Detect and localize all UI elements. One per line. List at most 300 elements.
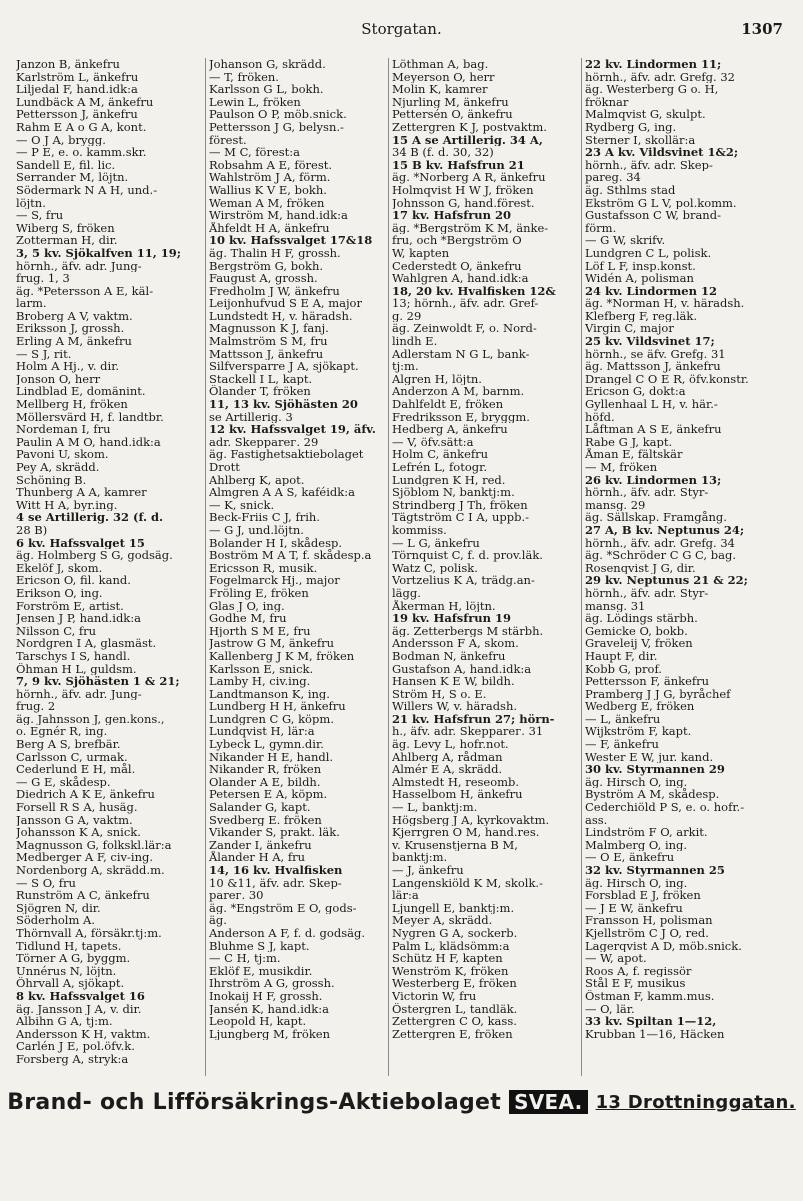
directory-entry: Andersson K H, vaktm. <box>16 1027 151 1041</box>
directory-entry: Gyllenhaal L H, v. här.- <box>585 398 718 411</box>
directory-entry: 19 kv. Hafsfrun 19 <box>392 612 511 625</box>
directory-entry: Fransson H, polisman <box>585 914 713 927</box>
directory-entry: Paulson O P, möb.snick. <box>209 108 347 121</box>
directory-entry: Forsberg A, stryk:a <box>16 1052 129 1066</box>
directory-entry: Eriksson J, grossh. <box>16 322 125 336</box>
directory-entry: äg. Holmberg S G, godsäg. <box>16 549 173 562</box>
directory-entry: Wahlström J A, förm. <box>209 171 331 184</box>
footer-company-highlight: SVEA. <box>509 1090 588 1114</box>
directory-entry: 3, 5 kv. Sjökalfven 11, 19; <box>16 246 182 260</box>
directory-entry: — G E, skådesp. <box>16 775 111 789</box>
directory-entry: Lundgren C G, köpm. <box>209 712 334 726</box>
directory-entry: Holmqvist H W J, fröken <box>392 183 534 197</box>
directory-entry: o. Egnér R, ing. <box>16 725 108 739</box>
directory-entry: Pettersson J, änkefru <box>16 108 138 121</box>
directory-entry: Magnusson K J, fanj. <box>209 322 329 336</box>
directory-entry: Ericson O, fil. kand. <box>16 574 131 587</box>
directory-entry: hörnh., äfv. adr. Styr- <box>585 486 709 499</box>
directory-entry: Serrander M, löjtn. <box>16 171 129 184</box>
directory-entry: äg. *Petersson A E, käl- <box>16 284 154 298</box>
directory-entry: Pettersén O, änkefru <box>392 108 513 121</box>
directory-entry: Beck-Friis C J, frih. <box>209 511 320 524</box>
directory-entry: Klefberg F, reg.läk. <box>585 309 697 323</box>
directory-entry: Paulin A M O, hand.idk:a <box>16 435 161 449</box>
directory-entry: hörnh., äfv. adr. Skep- <box>585 158 713 172</box>
directory-entry: 34 B (f. d. 30, 32) <box>392 146 494 159</box>
directory-entry: Carlsson C, urmak. <box>16 750 128 764</box>
directory-entry: 10 &11, äfv. adr. Skep- <box>209 876 342 890</box>
directory-entry: äg. Hirsch O, ing. <box>585 876 688 890</box>
directory-entry: g. 29 <box>392 309 422 323</box>
directory-entry: Faugust A, grossh. <box>209 272 318 285</box>
directory-entry: Sjögren N, dir. <box>16 901 101 915</box>
directory-entry: Cederstedt O, änkefru <box>392 259 522 273</box>
directory-entry: Silfversparre J A, sjökapt. <box>209 360 359 373</box>
directory-entry: 27 A, B kv. Neptunus 24; <box>585 523 745 537</box>
directory-entry: äg. Sällskap. Framgång. <box>585 511 727 524</box>
directory-entry: Robsahm A E, förest. <box>209 158 332 172</box>
directory-entry: Östergren L, tandläk. <box>392 1002 518 1016</box>
directory-entry: Byström A M, skådesp. <box>585 788 720 802</box>
directory-entry: Wedberg E, fröken <box>585 700 695 713</box>
directory-entry: Tarschys I S, handl. <box>16 649 131 663</box>
directory-entry: Låftman A S E, änkefru <box>585 423 722 436</box>
directory-entry: Östman F, kamm.mus. <box>585 989 715 1003</box>
directory-entry: Lundgren K H, red. <box>392 473 506 487</box>
directory-entry: 12 kv. Hafssvalget 19, äfv. <box>209 423 376 436</box>
directory-entry: Nikander H E, handl. <box>209 750 334 764</box>
directory-entry: — L G, änkefru <box>392 536 480 550</box>
directory-entry: Åkerman H, löjtn. <box>392 599 496 613</box>
footer-address: 13 Drottninggatan. <box>595 1091 796 1113</box>
directory-entry: Lundberg H H, änkefru <box>209 700 346 713</box>
directory-entry: Forström E, artist. <box>16 599 124 613</box>
directory-entry: Godhe M, fru <box>209 612 287 625</box>
directory-entry: 26 kv. Lindormen 13; <box>585 473 722 487</box>
directory-entry: äg. Jansson J A, v. dir. <box>16 1002 142 1016</box>
directory-entry: Malmqvist G, skulpt. <box>585 108 706 121</box>
directory-entry: Nikander R, fröken <box>209 763 322 776</box>
directory-entry: — S O, fru <box>16 876 76 890</box>
directory-entry: äg. *Engström E O, gods- <box>209 901 357 915</box>
directory-entry: 15 A se Artillerig. 34 A, <box>392 133 543 147</box>
directory-entry: Ericson G, dokt:a <box>585 385 686 399</box>
directory-entry: Åman E, fältskär <box>585 448 683 461</box>
directory-entry: 8 kv. Hafssvalget 16 <box>16 989 145 1003</box>
directory-entry: — M C, förest:a <box>209 146 301 159</box>
directory-entry: Wiberg S, fröken <box>16 221 115 235</box>
directory-entry: 15 B kv. Hafsfrun 21 <box>392 158 525 172</box>
directory-entry: förest. <box>209 133 247 147</box>
directory-entry: v. Krusenstjerna B M, <box>392 838 518 852</box>
directory-entry: äg. Levy L, hofr.not. <box>392 738 509 751</box>
directory-entry: Thörnvall A, försäkr.tj:m. <box>16 926 162 940</box>
directory-entry: Forsell R S A, husäg. <box>16 801 138 814</box>
directory-entry: Stackell I L, kapt. <box>209 372 313 386</box>
directory-entry: Jansson G A, vaktm. <box>16 813 133 827</box>
directory-entry: Meyer A, skrädd. <box>392 914 493 927</box>
directory-entry: Medberger A F, civ-ing. <box>16 851 153 864</box>
directory-entry: Petersen E A, köpm. <box>209 788 328 802</box>
directory-entry: Anderson A F, f. d. godsäg. <box>209 926 365 940</box>
directory-entry: — G W, skrifv. <box>585 234 666 247</box>
directory-entry: Forsblad E J, fröken <box>585 889 701 902</box>
directory-entry: Witt H A, byr.ing. <box>16 498 118 512</box>
directory-entry: Virgin C, major <box>585 322 674 336</box>
directory-entry: — J, änkefru <box>392 864 464 877</box>
directory-entry: 14, 16 kv. Hvalfisken <box>209 864 343 877</box>
directory-entry: äg. <box>209 914 227 927</box>
directory-entry: Unnérus N, löjtn. <box>16 964 117 978</box>
directory-entry: Södermark N A H, und.- <box>16 183 158 197</box>
directory-entry: Almér E A, skrädd. <box>392 763 503 776</box>
directory-entry: 10 kv. Hafssvalget 17&18 <box>209 234 373 247</box>
directory-entry: W, kapten <box>392 246 450 260</box>
directory-entry: Malmström S M, fru <box>209 335 328 348</box>
directory-entry: Lewin L, fröken <box>209 95 301 109</box>
directory-entry: Victorin W, fru <box>392 989 477 1003</box>
directory-entry: banktj:m. <box>392 851 448 864</box>
directory-entry: Johnsson G, hand.förest. <box>392 196 535 210</box>
directory-entry: Langenskiöld K M, skolk.- <box>392 876 543 890</box>
directory-entry: — V, öfv.sätt:a <box>392 435 474 449</box>
directory-entry: Törnquist C, f. d. prov.läk. <box>392 549 543 562</box>
directory-entry: Olander A E, bildh. <box>209 775 321 789</box>
directory-entry: Almgren A A S, kaféidk:a <box>209 486 355 499</box>
directory-entry: — F, änkefru <box>585 738 659 751</box>
footer-company: Brand- och Lifförsäkrings-Aktiebolaget <box>7 1089 502 1115</box>
directory-entry: Ölander T, fröken <box>209 385 311 399</box>
directory-entry: Krubban 1—16, Häcken <box>585 1027 725 1041</box>
directory-entry: 32 kv. Styrmannen 25 <box>585 864 725 877</box>
directory-entry: äg. Lödings stärbh. <box>585 612 698 625</box>
directory-entry: Rabe G J, kapt. <box>585 435 673 449</box>
directory-entry: 4 se Artillerig. 32 (f. d. <box>16 511 164 524</box>
directory-entry: hörnh., se äfv. Grefg. 31 <box>585 347 726 361</box>
directory-entry: Wirström M, hand.idk:a <box>209 209 348 222</box>
directory-entry: äg. *Schröder C G C, bag. <box>585 549 736 562</box>
directory-columns <box>16 58 788 1076</box>
directory-entry: Bergström G, bokh. <box>209 259 324 273</box>
directory-entry: — W, apot. <box>585 952 647 965</box>
directory-entry: 11, 13 kv. Sjöhästen 20 <box>209 398 358 411</box>
directory-entry: Landtmanson K, ing. <box>209 687 330 701</box>
directory-entry: 24 kv. Lindormen 12 <box>585 284 717 298</box>
directory-entry: Svedberg E. fröken <box>209 813 322 827</box>
directory-entry: äg. Fastighetsaktiebolaget <box>209 448 364 461</box>
directory-entry: Tidlund H, tapets. <box>16 939 122 953</box>
directory-entry: 33 kv. Spiltan 1—12, <box>585 1015 717 1028</box>
directory-entry: förm. <box>585 221 617 235</box>
directory-entry: Karlsson E, snick. <box>209 662 314 676</box>
directory-entry: Nilsson C, fru <box>16 624 97 638</box>
directory-entry: Lundqvist H, lär:a <box>209 725 315 739</box>
directory-entry: Eklöf E, musikdir. <box>209 964 313 978</box>
directory-entry: Sjöblom N, banktj:m. <box>392 486 515 499</box>
directory-entry: lindh E. <box>392 335 438 348</box>
directory-entry: Molin K, kamrer <box>392 83 488 96</box>
directory-entry: Berg A S, brefbär. <box>16 738 121 751</box>
directory-entry: 28 B) <box>16 523 48 537</box>
directory-entry: kommiss. <box>392 523 447 537</box>
directory-entry: Zettergren E, fröken <box>392 1027 513 1041</box>
page-header <box>0 20 803 46</box>
directory-entry: Ström H, S o. E. <box>392 687 487 701</box>
directory-entry: Stål E F, musikus <box>585 977 686 990</box>
street-title: Storgatan. <box>361 20 442 38</box>
directory-entry: hörnh., äfv. adr. Jung- <box>16 687 142 701</box>
directory-entry: äg. Sthlms stad <box>585 183 676 197</box>
directory-entry: Lagerqvist A D, möb.snick. <box>585 939 742 953</box>
directory-entry: Jansén K, hand.idk:a <box>209 1002 329 1016</box>
directory-entry: äg. Jahnsson J, gen.kons., <box>16 712 165 726</box>
directory-entry: Rydberg G, ing. <box>585 120 677 134</box>
directory-entry: — O J A, brygg. <box>16 133 106 147</box>
directory-entry: Algren H, löjtn. <box>392 372 482 386</box>
directory-entry: Lindblad E, domänint. <box>16 385 146 399</box>
directory-entry: Meyerson O, herr <box>392 70 495 84</box>
directory-entry: Vortzelius K A, trädg.an- <box>392 574 535 587</box>
directory-entry: — O, lär. <box>585 1002 635 1016</box>
directory-entry: Lefrén L, fotogr. <box>392 461 487 474</box>
directory-entry: Kobb G, prof. <box>585 662 662 676</box>
directory-entry: Ihrström A G, grossh. <box>209 977 335 990</box>
directory-entry: — S, fru <box>16 209 64 222</box>
directory-entry: Pramberg J J G, byråchef <box>585 687 731 701</box>
directory-entry: Gustafsson C W, brand- <box>585 209 721 222</box>
directory-entry: hörnh., äfv. adr. Grefg. 32 <box>585 70 735 84</box>
directory-entry: Wester E W, jur. kand. <box>585 750 714 764</box>
directory-entry: Hasselbom H, änkefru <box>392 788 523 802</box>
directory-entry: frug. 1, 3 <box>16 272 70 285</box>
directory-entry: — J E W, änkefru <box>585 901 683 915</box>
directory-entry: Zettergren C O, kass. <box>392 1015 517 1028</box>
directory-entry: Ahlberg K, apot. <box>209 473 305 487</box>
directory-entry: lär:a <box>392 889 419 902</box>
directory-entry: Tägtström C I A, uppb.- <box>392 511 529 524</box>
directory-entry: 23 A kv. Vildsvinet 1&2; <box>585 146 739 159</box>
directory-entry: Boström M A T, f. skådesp.a <box>209 549 372 562</box>
directory-entry: adr. Skepparег. 29 <box>209 435 319 449</box>
directory-entry: Fogelmarck Hj., major <box>209 574 340 587</box>
directory-entry: Gemicke O, bokb. <box>585 624 688 638</box>
directory-entry: Inokaij H F, grossh. <box>209 989 323 1003</box>
directory-entry: 18, 20 kv. Hvalfisken 12& <box>392 284 556 298</box>
directory-entry: Karlström L, änkefru <box>16 70 139 84</box>
directory-entry: Bolander H I, skådesp. <box>209 536 342 550</box>
directory-entry: — M, fröken <box>585 461 658 474</box>
directory-entry: — S J, rit. <box>16 347 72 361</box>
directory-entry: äg. Mattsson J, änkefru <box>585 360 721 373</box>
directory-entry: 17 kv. Hafsfrun 20 <box>392 209 511 222</box>
directory-entry: fru, och *Bergström O <box>392 234 522 247</box>
directory-entry: äg. Zeinwoldt F, o. Nord- <box>392 322 537 336</box>
directory-entry: Ericsson R, musik. <box>209 561 318 575</box>
directory-entry: 30 kv. Styrmannen 29 <box>585 763 725 776</box>
column-4 <box>581 58 788 1076</box>
directory-entry: Pey A, skrädd. <box>16 461 100 474</box>
directory-entry: äg. *Norman H, v. häradsh. <box>585 297 745 310</box>
directory-entry: Rosenqvist J G, dir. <box>585 561 696 575</box>
directory-entry: Widén A, polisman <box>585 272 694 285</box>
directory-entry: Runström A C, änkefru <box>16 889 150 902</box>
directory-entry: Erling A M, änkefru <box>16 335 132 348</box>
directory-entry: äg. Thalin H F, grossh. <box>209 246 341 260</box>
directory-entry: Mellberg H, fröken <box>16 398 128 411</box>
directory-entry: — L, banktj:m. <box>392 801 478 814</box>
directory-entry: Almstedt H, reseomb. <box>392 775 520 789</box>
directory-entry: Liljedal F, hand.idk:a <box>16 83 138 96</box>
directory-entry: äg. Westerberg G o. H, <box>585 83 719 96</box>
directory-entry: Leopold H, kapt. <box>209 1015 307 1028</box>
directory-entry: Ekelöf J, skom. <box>16 561 103 575</box>
directory-entry: Lamby H, civ.ing. <box>209 675 311 688</box>
directory-entry: Pavoni U, skom. <box>16 448 109 461</box>
directory-entry: Jastrow G M, änkefru <box>209 637 335 650</box>
page-number: 1307 <box>741 20 783 38</box>
directory-entry: Ålander H A, fru <box>209 851 306 864</box>
directory-entry: Njurling M, änkefru <box>392 95 509 109</box>
directory-entry: Åhfeldt H A, änkefru <box>209 221 330 235</box>
directory-entry: Broberg A V, vaktm. <box>16 309 133 323</box>
directory-entry: Cederlund E H, mål. <box>16 763 136 776</box>
directory-entry: Westerberg E, fröken <box>392 977 517 990</box>
directory-entry: Cederchiöld P S, e. o. hofr.- <box>585 801 745 814</box>
directory-entry: Wahlgren A, hand.idk:a <box>392 272 529 285</box>
directory-entry: Pettersson F, änkefru <box>585 675 710 688</box>
directory-entry: Malmberg O, ing. <box>585 838 688 852</box>
directory-entry: Fredholm J W, änkefru <box>209 284 340 298</box>
directory-entry: Drott <box>209 461 240 474</box>
directory-entry: 25 kv. Vildsvinet 17; <box>585 335 715 348</box>
directory-entry: Watz C, polisk. <box>392 561 478 575</box>
directory-entry: Nygren G A, sockerb. <box>392 926 518 940</box>
directory-entry: Janzon B, änkefru <box>16 58 120 71</box>
directory-entry: Törner A G, byggm. <box>16 952 131 965</box>
directory-entry: Ekström G L V, pol.komm. <box>585 196 737 210</box>
directory-entry: Dahlfeldt E, fröken <box>392 398 504 411</box>
directory-entry: Möllersvärd H, f. landtbr. <box>16 410 164 424</box>
directory-entry: parег. 30 <box>209 889 264 902</box>
directory-entry: Schütz H F, kapten <box>392 952 503 965</box>
directory-entry: larm. <box>16 297 47 310</box>
directory-entry: Andersson F A, skom. <box>392 637 519 650</box>
directory-entry: Johansson K A, snick. <box>16 826 141 839</box>
directory-entry: fröknar <box>585 95 629 109</box>
directory-entry: Zettergren K J, postvaktm. <box>392 120 547 134</box>
directory-entry: Hjorth S M E, fru <box>209 624 311 638</box>
directory-entry: Kallenberg J K M, fröken <box>209 649 355 663</box>
directory-entry: Jonson O, herr <box>16 372 101 386</box>
directory-entry: mansg. 29 <box>585 498 646 512</box>
directory-entry: Lindström F O, arkit. <box>585 826 708 839</box>
directory-entry: Löthman A, bag. <box>392 58 489 71</box>
directory-entry: Zotterman H, dir. <box>16 234 118 247</box>
column-1 <box>16 58 205 1076</box>
directory-entry: Söderholm A. <box>16 914 95 927</box>
directory-entry: Holm C, änkefru <box>392 448 489 461</box>
directory-entry: ass. <box>585 813 608 827</box>
directory-entry: Haupt F, dir. <box>585 649 658 663</box>
directory-entry: pareg. 34 <box>585 171 641 184</box>
directory-entry: Wallius K V E, bokh. <box>209 183 327 197</box>
directory-entry: Karlsson G L, bokh. <box>209 83 324 96</box>
directory-entry: äg. Zetterbergs M stärbh. <box>392 624 544 638</box>
directory-entry: Öhrvall A, sjökapt. <box>16 977 125 990</box>
directory-entry: Jensen J P, hand.idk:a <box>16 612 142 625</box>
directory-entry: frug. 2 <box>16 700 56 713</box>
directory-entry: Johanson G, skrädd. <box>209 58 326 71</box>
directory-entry: Nordeman I, fru <box>16 423 111 436</box>
directory-entry: Hansen K E W, bildh. <box>392 675 515 688</box>
directory-entry: hörnh., äfv. adr. Grefg. 34 <box>585 536 735 550</box>
directory-entry: Fröling E, fröken <box>209 586 309 600</box>
directory-entry: 6 kv. Hafssvalget 15 <box>16 536 145 550</box>
directory-entry: Carlén J E, pol.öfv.k. <box>16 1040 135 1053</box>
footer-banner <box>7 1086 796 1118</box>
directory-entry: Sterner I, skollär:a <box>585 133 696 147</box>
directory-entry: Graveleij V, fröken <box>585 637 693 650</box>
directory-entry: — P E, e. o. kamm.skr. <box>16 146 147 159</box>
directory-entry: Bluhme S J, kapt. <box>209 939 310 953</box>
directory-entry: Högsberg J A, kyrkovaktm. <box>392 813 550 827</box>
directory-entry: Albihn G A, tj:m. <box>16 1015 113 1028</box>
directory-entry: Pettersson J G, belysn.- <box>209 120 344 134</box>
directory-entry: Bodman N, änkefru <box>392 649 506 663</box>
column-2 <box>205 58 388 1076</box>
directory-entry: hörnh., äfv. adr. Jung- <box>16 259 142 273</box>
directory-entry: h., äfv. adr. Skepparег. 31 <box>392 725 544 739</box>
directory-entry: 13; hörnh., äfv. adr. Gref- <box>392 297 539 310</box>
directory-entry: Ljungberg M, fröken <box>209 1027 331 1041</box>
directory-entry: 21 kv. Hafsfrun 27; hörn- <box>392 712 555 726</box>
directory-entry: Lybeck L, gymn.dir. <box>209 738 324 751</box>
directory-entry: Wijkström F, kapt. <box>585 725 692 739</box>
directory-entry: — O E, änkefru <box>585 851 675 864</box>
directory-entry: Gustafson A, hand.idk:a <box>392 662 532 676</box>
directory-entry: Lundgren C L, polisk. <box>585 246 712 260</box>
directory-entry: — T, fröken. <box>209 70 279 84</box>
directory-entry: Drangel C O E R, öfv.konstr. <box>585 372 749 386</box>
directory-entry: 29 kv. Neptunus 21 & 22; <box>585 574 748 587</box>
directory-entry: Fredriksson E, bryggm. <box>392 410 530 424</box>
directory-entry: Öhman H L, guldsm. <box>16 662 137 676</box>
directory-entry: Nordenborg A, skrädd.m. <box>16 864 165 877</box>
directory-entry: 22 kv. Lindormen 11; <box>585 58 722 71</box>
directory-entry: Vikander S, prakt. läk. <box>209 826 340 839</box>
directory-entry: Zander I, änkefru <box>209 838 312 852</box>
directory-entry: Ljungell E, banktj:m. <box>392 901 515 915</box>
advertisement-footer <box>0 1086 803 1126</box>
directory-entry: Anderzon A M, barnm. <box>392 385 525 399</box>
directory-entry: Mattsson J, änkefru <box>209 347 324 361</box>
directory-entry: äg. Hirsch O, ing. <box>585 775 688 789</box>
directory-entry: 7, 9 kv. Sjöhästen 1 & 21; <box>16 675 180 688</box>
directory-entry: Nordgren I A, glasmäst. <box>16 637 157 650</box>
directory-entry: — G J, und.löjtn. <box>209 523 304 537</box>
directory-entry: Strindberg J Th, fröken <box>392 498 528 512</box>
directory-entry: Schöning B. <box>16 473 87 487</box>
directory-entry: Lundbäck A M, änkefru <box>16 95 154 109</box>
directory-entry: hörnh., äfv. adr. Styr- <box>585 586 709 600</box>
directory-entry: Ahlberg A, rådman <box>392 750 503 764</box>
directory-entry: Magnusson G, folkskl.lär:a <box>16 838 172 852</box>
directory-entry: se Artillerig. 3 <box>209 410 293 424</box>
directory-entry: Weman A M, fröken <box>209 196 325 210</box>
directory-entry: mansg. 31 <box>585 599 646 613</box>
directory-entry: Thunberg A A, kamrer <box>16 486 147 499</box>
directory-entry: Kjellström C J O, red. <box>585 926 709 940</box>
